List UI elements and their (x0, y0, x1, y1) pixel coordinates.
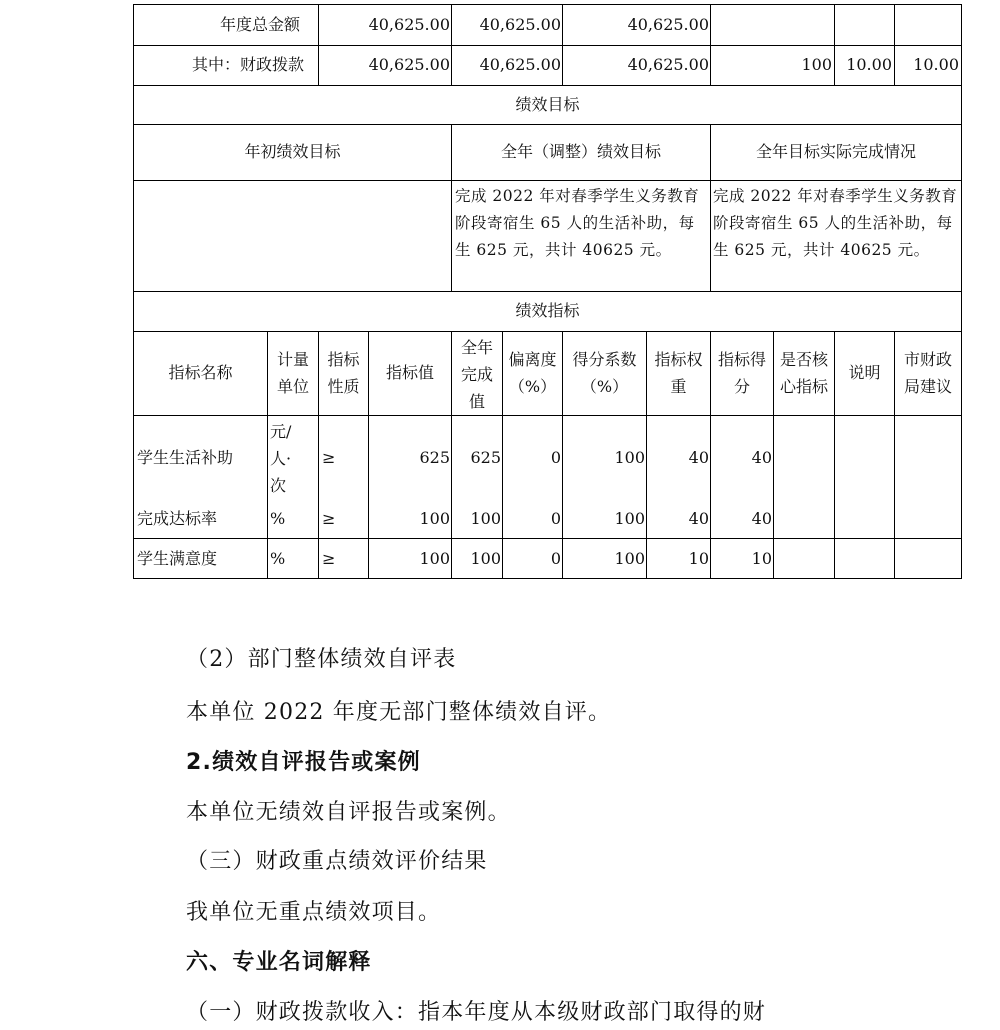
indicator-actual: 100 (470, 549, 501, 568)
goal-column-actual: 全年目标实际完成情况 (755, 142, 916, 161)
score-weight: 100 (801, 55, 832, 74)
indicator-nature: ≥ (322, 509, 336, 528)
adjusted-budget: 40,625.00 (479, 55, 561, 74)
row-label: 其中：财政拨款 (192, 55, 305, 74)
indicators-header: 绩效指标 (515, 301, 580, 320)
indicator-weight: 40 (688, 448, 709, 467)
execution-rate: 10.00 (846, 55, 892, 74)
paragraph-dept-self-eval-table: （2）部门整体绩效自评表 (186, 647, 457, 672)
indicator-actual: 625 (470, 448, 501, 467)
initial-budget: 40,625.00 (368, 15, 450, 34)
indicator-weight: 10 (688, 549, 709, 568)
col-deviation: 偏离度 （%） (508, 350, 557, 396)
heading-self-eval-report: 2.绩效自评报告或案例 (186, 750, 421, 775)
indicator-score: 40 (751, 509, 772, 528)
adjusted-budget: 40,625.00 (479, 15, 561, 34)
indicator-deviation: 0 (550, 509, 561, 528)
goal-column-initial: 年初绩效目标 (244, 142, 341, 161)
heading-glossary: 六、专业名词解释 (186, 950, 372, 975)
indicator-weight: 40 (688, 509, 709, 528)
col-core: 是否核 心指标 (779, 350, 828, 396)
indicator-deviation: 0 (550, 549, 561, 568)
indicator-unit: % (270, 549, 286, 568)
execution-amount: 40,625.00 (627, 15, 709, 34)
col-score: 指标得 分 (717, 350, 766, 396)
col-target: 指标值 (385, 363, 434, 382)
paragraph-fiscal-income-definition: （一）财政拨款收入：指本年度从本级财政部门取得的财 (186, 1000, 767, 1025)
goals-header: 绩效目标 (515, 95, 580, 114)
indicator-unit: % (270, 509, 286, 528)
indicator-nature: ≥ (322, 448, 336, 467)
paragraph-no-dept-self-eval: 本单位 2022 年度无部门整体绩效自评。 (186, 700, 612, 725)
col-unit: 计量 单位 (276, 350, 309, 396)
paragraph-no-report: 本单位无绩效自评报告或案例。 (186, 800, 511, 825)
indicator-deviation: 0 (550, 448, 561, 467)
indicator-name: 完成达标率 (137, 509, 218, 528)
indicator-target: 100 (419, 549, 450, 568)
indicator-score: 40 (751, 448, 772, 467)
indicator-name: 学生满意度 (137, 549, 218, 568)
col-note: 说明 (848, 363, 881, 382)
indicator-coefficient: 100 (614, 509, 645, 528)
paragraph-no-key-project: 我单位无重点绩效项目。 (186, 900, 442, 925)
initial-budget: 40,625.00 (368, 55, 450, 74)
indicator-coefficient: 100 (614, 549, 645, 568)
col-actual: 全年 完成 值 (460, 338, 493, 411)
indicator-target: 625 (419, 448, 450, 467)
col-nature: 指标 性质 (327, 350, 360, 396)
indicator-target: 100 (419, 509, 450, 528)
col-bureau: 市财政 局建议 (903, 350, 952, 396)
row-label: 年度总金额 (219, 15, 300, 34)
goal-adjusted-text: 完成 2022 年对春季学生义务教育阶段寄宿生 65 人的生活补助，每生 625 元，共计 40625 元。 (455, 187, 700, 259)
indicator-unit: 元/ 人· 次 (270, 422, 292, 495)
col-weight: 指标权 重 (654, 350, 703, 396)
indicator-actual: 100 (470, 509, 501, 528)
score: 10.00 (913, 55, 959, 74)
indicator-score: 10 (751, 549, 772, 568)
goal-actual-text: 完成 2022 年对春季学生义务教育阶段寄宿生 65 人的生活补助，每生 625 元，共计 40625 元。 (713, 187, 958, 259)
col-coefficient: 得分系数 （%） (572, 350, 637, 396)
goal-column-adjusted: 全年（调整）绩效目标 (500, 142, 661, 161)
col-indicator-name: 指标名称 (168, 363, 233, 382)
execution-amount: 40,625.00 (627, 55, 709, 74)
indicator-name: 学生生活补助 (137, 448, 234, 467)
indicator-nature: ≥ (322, 549, 336, 568)
indicator-coefficient: 100 (614, 448, 645, 467)
heading-key-eval-results: （三）财政重点绩效评价结果 (186, 849, 488, 874)
